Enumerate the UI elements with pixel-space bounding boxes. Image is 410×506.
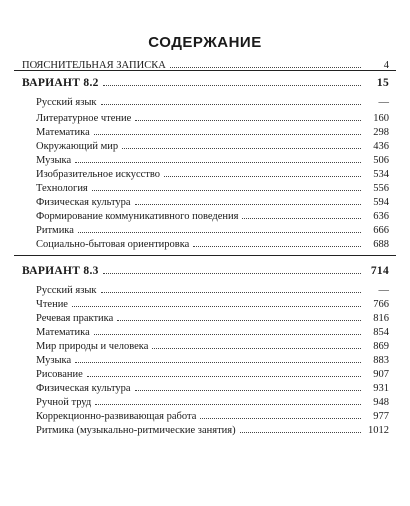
toc-entry-label: Математика bbox=[36, 327, 90, 338]
toc-entry[interactable] bbox=[36, 166, 389, 181]
toc-entry[interactable] bbox=[36, 324, 389, 339]
divider bbox=[14, 70, 396, 71]
toc-entry[interactable] bbox=[36, 366, 389, 381]
toc-entry[interactable] bbox=[36, 222, 389, 237]
dot-leader bbox=[94, 324, 361, 335]
toc-entry-label: Ритмика (музыкально-ритмические занятия) bbox=[36, 425, 236, 436]
divider bbox=[14, 255, 396, 256]
dot-leader bbox=[122, 138, 361, 149]
toc-entry[interactable] bbox=[36, 310, 389, 325]
toc-entry-page: 666 bbox=[373, 225, 389, 236]
toc-entry[interactable] bbox=[36, 110, 389, 125]
dot-leader bbox=[101, 94, 361, 105]
dot-leader bbox=[240, 422, 361, 433]
toc-entry-label: Ручной труд bbox=[36, 397, 92, 408]
toc-entry-label: Музыка bbox=[36, 155, 72, 166]
toc-entry-page: 506 bbox=[373, 155, 389, 166]
dot-leader bbox=[170, 57, 361, 68]
toc-entry-label: Рисование bbox=[36, 369, 83, 380]
toc-entry[interactable] bbox=[36, 408, 389, 423]
toc-entry-label: Чтение bbox=[36, 299, 68, 310]
toc-title: СОДЕРЖАНИЕ bbox=[148, 34, 262, 51]
toc-entry[interactable] bbox=[36, 94, 389, 109]
dot-leader bbox=[135, 380, 361, 391]
toc-entry[interactable] bbox=[36, 394, 389, 409]
toc-entry-page: 948 bbox=[373, 397, 389, 408]
toc-entry-label: Мир природы и человека bbox=[36, 341, 149, 352]
toc-entry[interactable] bbox=[36, 208, 389, 223]
toc-entry-page: 160 bbox=[373, 113, 389, 124]
toc-entry-label: Технология bbox=[36, 183, 88, 194]
toc-entry[interactable] bbox=[36, 152, 389, 167]
dot-leader bbox=[92, 180, 361, 191]
section-title: ВАРИАНТ 8.3 bbox=[22, 265, 99, 277]
toc-entry-page: 688 bbox=[373, 239, 389, 250]
toc-entry[interactable] bbox=[36, 296, 389, 311]
toc-entry-label: Литературное чтение bbox=[36, 113, 132, 124]
dot-leader bbox=[95, 394, 361, 405]
toc-entry-label: Речевая практика bbox=[36, 313, 114, 324]
toc-entry-label: Физическая культура bbox=[36, 197, 131, 208]
dot-leader bbox=[94, 124, 361, 135]
toc-entry-page: 534 bbox=[373, 169, 389, 180]
dot-leader bbox=[78, 222, 361, 233]
dot-leader bbox=[200, 408, 361, 419]
toc-entry[interactable] bbox=[36, 124, 389, 139]
toc-entry-label: Коррекционно-развивающая работа bbox=[36, 411, 197, 422]
toc-entry[interactable] bbox=[36, 380, 389, 395]
toc-section-heading[interactable] bbox=[22, 263, 389, 277]
dot-leader bbox=[164, 166, 361, 177]
dot-leader bbox=[87, 366, 361, 377]
toc-entry-page: 766 bbox=[373, 299, 389, 310]
toc-entry-page: 4 bbox=[383, 60, 389, 71]
toc-entry-label: Русский язык bbox=[36, 97, 97, 108]
toc-entry-label: Окружающий мир bbox=[36, 141, 119, 152]
toc-entry-label: Изобразительное искусство bbox=[36, 169, 161, 180]
toc-entry-label: Русский язык bbox=[36, 285, 97, 296]
dot-leader bbox=[135, 194, 361, 205]
toc-entry-page: 977 bbox=[373, 411, 389, 422]
dot-leader bbox=[193, 236, 361, 247]
toc-entry-page: 854 bbox=[373, 327, 389, 338]
toc-entry-page: 436 bbox=[373, 141, 389, 152]
dot-leader bbox=[152, 338, 361, 349]
toc-entry-page: 816 bbox=[373, 313, 389, 324]
dot-leader bbox=[101, 282, 361, 293]
toc-entry-label: Математика bbox=[36, 127, 90, 138]
toc-entry-page: — bbox=[378, 285, 389, 296]
toc-entry-page: 1012 bbox=[368, 425, 389, 436]
dot-leader bbox=[72, 296, 361, 307]
toc-entry[interactable] bbox=[36, 338, 389, 353]
toc-entry-page: 907 bbox=[373, 369, 389, 380]
toc-entry[interactable] bbox=[36, 236, 389, 251]
toc-entry-label: ПОЯСНИТЕЛЬНАЯ ЗАПИСКА bbox=[22, 60, 166, 71]
toc-entry-page: 869 bbox=[373, 341, 389, 352]
toc-entry-page: — bbox=[378, 97, 389, 108]
dot-leader bbox=[135, 110, 361, 121]
toc-entry[interactable] bbox=[36, 352, 389, 367]
toc-entry[interactable] bbox=[36, 282, 389, 297]
toc-entry-page: 931 bbox=[373, 383, 389, 394]
toc-entry-label: Социально-бытовая ориентировка bbox=[36, 239, 190, 250]
toc-entry[interactable] bbox=[36, 180, 389, 195]
section-page: 15 bbox=[376, 77, 389, 89]
toc-entry[interactable] bbox=[36, 138, 389, 153]
toc-entry[interactable] bbox=[36, 194, 389, 209]
toc-entry-label: Формирование коммуникативного поведения bbox=[36, 211, 239, 222]
toc-entry-page: 594 bbox=[373, 197, 389, 208]
section-title: ВАРИАНТ 8.2 bbox=[22, 77, 99, 89]
dot-leader bbox=[103, 263, 361, 274]
dot-leader bbox=[117, 310, 361, 321]
toc-entry-page: 636 bbox=[373, 211, 389, 222]
toc-section-heading[interactable] bbox=[22, 75, 389, 89]
toc-entry-page: 298 bbox=[373, 127, 389, 138]
dot-leader bbox=[242, 208, 361, 219]
toc-entry-label: Музыка bbox=[36, 355, 72, 366]
toc-entry-label: Физическая культура bbox=[36, 383, 131, 394]
dot-leader bbox=[103, 75, 361, 86]
toc-entry-page: 556 bbox=[373, 183, 389, 194]
toc-entry[interactable] bbox=[36, 422, 389, 437]
toc-entry-label: Ритмика bbox=[36, 225, 74, 236]
toc-entry-page: 883 bbox=[373, 355, 389, 366]
dot-leader bbox=[75, 352, 361, 363]
section-page: 714 bbox=[370, 265, 389, 277]
dot-leader bbox=[75, 152, 361, 163]
